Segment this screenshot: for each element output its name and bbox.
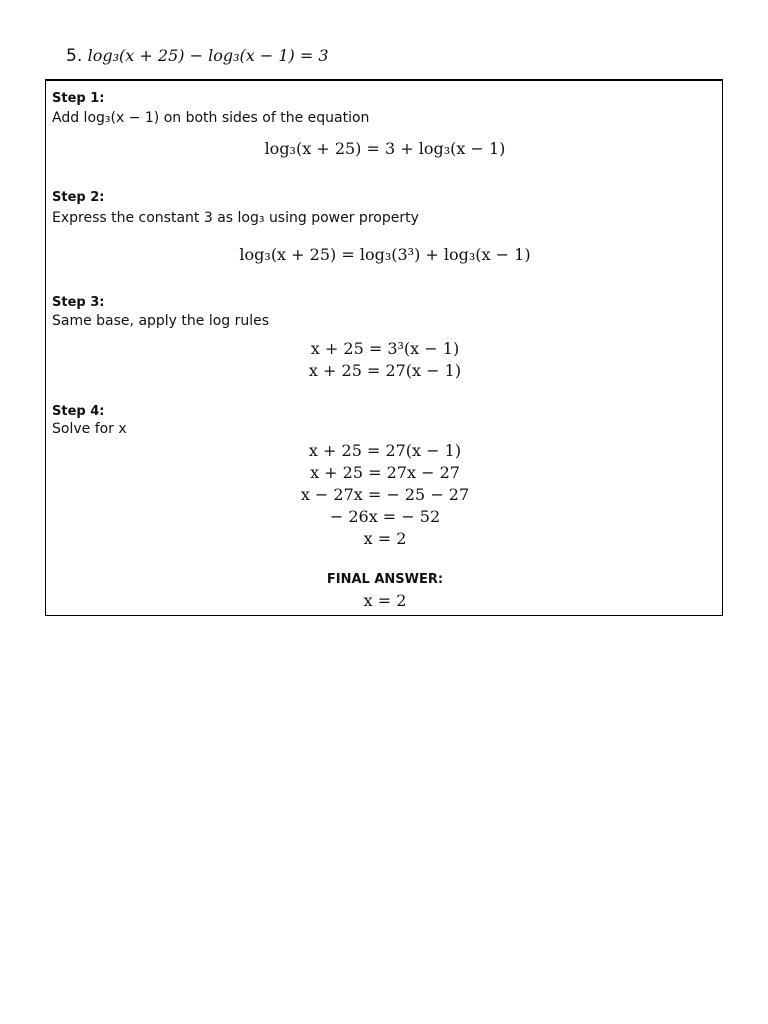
step-4-equation-5: x = 2 <box>363 529 407 548</box>
step-1-description: Add log₃(x − 1) on both sides of the equation <box>52 110 370 126</box>
step-4-label: Step 4: <box>52 404 105 419</box>
step-4-equation-4: − 26x = − 52 <box>329 507 441 526</box>
step-4-equation-1: x + 25 = 27(x − 1) <box>308 441 462 460</box>
problem-number: 5. <box>66 46 83 66</box>
step-4-equation-3: x − 27x = − 25 − 27 <box>300 485 470 504</box>
final-answer-label: FINAL ANSWER: <box>326 572 444 587</box>
problem-equation: log₃(x + 25) − log₃(x − 1) = 3 <box>87 46 329 65</box>
step-3-label: Step 3: <box>52 295 105 310</box>
step-3-equation-1: x + 25 = 3³(x − 1) <box>310 339 460 358</box>
step-3-equation-2: x + 25 = 27(x − 1) <box>308 361 462 380</box>
step-2-description: Express the constant 3 as log₃ using power property <box>52 210 419 226</box>
step-1-equation: log₃(x + 25) = 3 + log₃(x − 1) <box>264 139 506 158</box>
problem-statement <box>66 46 329 66</box>
step-3-description: Same base, apply the log rules <box>52 313 270 329</box>
solution-box <box>45 79 723 616</box>
final-answer-equation: x = 2 <box>363 591 407 610</box>
step-2-label: Step 2: <box>52 190 105 205</box>
step-4-equation-2: x + 25 = 27x − 27 <box>310 463 460 482</box>
step-1-label: Step 1: <box>52 91 105 106</box>
step-2-equation: log₃(x + 25) = log₃(3³) + log₃(x − 1) <box>239 245 531 264</box>
step-4-description: Solve for x <box>52 421 127 437</box>
